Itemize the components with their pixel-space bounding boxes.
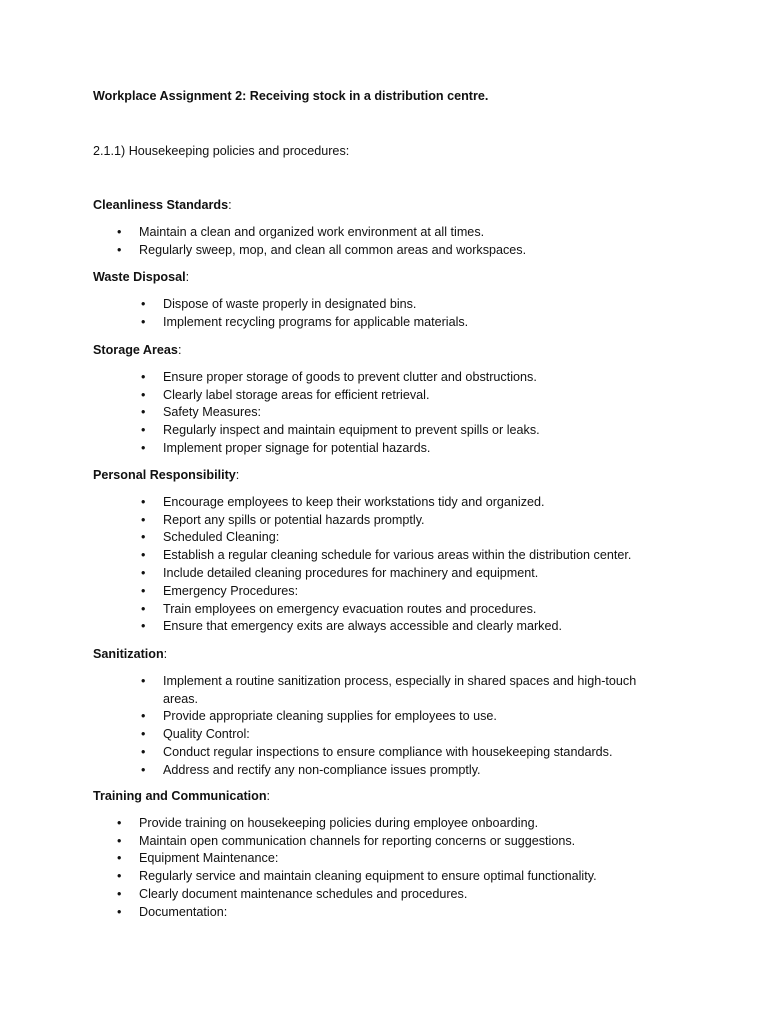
list-item: • Regularly service and maintain cleaning equipment to ensure optimal functionality. [93,868,748,886]
bullet-icon: • [141,530,146,545]
bullet-icon: • [141,494,146,509]
bullet-icon: • [141,405,146,420]
list-item: • Equipment Maintenance: [93,850,748,868]
section-heading: Cleanliness Standards: [93,198,232,212]
document-subtitle: 2.1.1) Housekeeping policies and procedures: [93,144,350,158]
list-item: • Ensure proper storage of goods to prevent clutter and obstructions. [93,369,748,387]
list-item: • Implement a routine sanitization process, especially in shared spaces and high-touch areas. [141,673,637,706]
list-item: • Provide training on housekeeping policies during employee onboarding. [93,815,748,833]
list-item: • Train employees on emergency evacuation routes and procedures. [93,601,748,619]
section-cleanliness-standards [93,197,748,259]
list-item: • Dispose of waste properly in designated bins. [93,296,748,314]
list-item: • Implement proper signage for potential hazards. [93,440,748,458]
bullet-list [93,224,748,260]
list-item: • Quality Control: [93,726,748,744]
bullet-list [93,815,748,922]
document-title: Workplace Assignment 2: Receiving stock in a distribution centre. [93,89,489,103]
list-item: • Safety Measures: [93,404,748,422]
bullet-icon: • [141,762,146,777]
list-item: • Emergency Procedures: [93,583,748,601]
bullet-icon: • [117,904,122,919]
list-item: • Clearly label storage areas for efficient retrieval. [93,387,748,405]
bullet-icon: • [117,242,122,257]
bullet-icon: • [141,387,146,402]
section-heading: Training and Communication: [93,789,271,803]
list-item: • Maintain open communication channels for reporting concerns or suggestions. [93,833,748,851]
bullet-icon: • [117,815,122,830]
bullet-icon: • [141,727,146,742]
section-personal-responsibility [93,467,748,636]
bullet-icon: • [141,619,146,634]
list-item: • Implement recycling programs for applicable materials. [93,314,748,332]
bullet-icon: • [141,583,146,598]
bullet-icon: • [141,673,146,688]
bullet-icon: • [141,565,146,580]
section-heading: Storage Areas: [93,343,182,357]
bullet-icon: • [141,423,146,438]
bullet-icon: • [117,886,122,901]
bullet-icon: • [117,851,122,866]
bullet-icon: • [117,869,122,884]
section-waste-disposal [93,269,748,331]
list-item: • Address and rectify any non-compliance issues promptly. [93,762,748,780]
bullet-icon: • [141,744,146,759]
list-item: • Provide appropriate cleaning supplies for employees to use. [93,708,748,726]
bullet-icon: • [117,224,122,239]
bullet-list [93,673,748,780]
bullet-icon: • [141,601,146,616]
list-item: • Clearly document maintenance schedules and procedures. [93,886,748,904]
bullet-list [93,296,748,332]
list-item: • Ensure that emergency exits are always accessible and clearly marked. [93,618,748,636]
section-training-and-communication [93,788,748,922]
section-heading: Personal Responsibility: [93,468,240,482]
list-item: • Report any spills or potential hazards promptly. [93,512,748,530]
section-heading: Waste Disposal: [93,270,190,284]
list-item: • Encourage employees to keep their workstations tidy and organized. [93,494,748,512]
bullet-icon: • [117,833,122,848]
list-item: • Scheduled Cleaning: [93,529,748,547]
bullet-icon: • [141,709,146,724]
bullet-icon: • [141,548,146,563]
list-item: • Maintain a clean and organized work environment at all times. [93,224,748,242]
list-item: • Documentation: [93,904,748,922]
bullet-icon: • [141,296,146,311]
bullet-list [93,494,748,636]
bullet-icon: • [141,369,146,384]
section-storage-areas [93,342,748,458]
list-item: • Regularly inspect and maintain equipment to prevent spills or leaks. [93,422,748,440]
list-item: • Include detailed cleaning procedures for machinery and equipment. [93,565,748,583]
bullet-icon: • [141,314,146,329]
bullet-icon: • [141,440,146,455]
section-heading: Sanitization: [93,647,168,661]
list-item: • Regularly sweep, mop, and clean all common areas and workspaces. [93,242,748,260]
section-sanitization [93,646,748,780]
list-item: • Establish a regular cleaning schedule for various areas within the distribution center. [93,547,748,565]
bullet-list [93,369,748,458]
list-item: • Conduct regular inspections to ensure compliance with housekeeping standards. [93,744,748,762]
bullet-icon: • [141,512,146,527]
